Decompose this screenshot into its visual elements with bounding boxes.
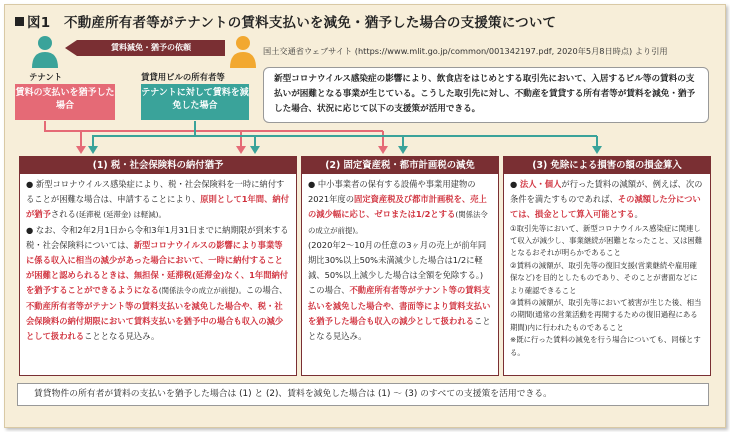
figure-title-text: 図1 不動産所有者等がテナントの賃料支払いを減免・猶予した場合の支援策について (27, 15, 557, 31)
pink-connector (45, 121, 81, 147)
column-property-tax (301, 156, 499, 376)
pink-arrow-2 (236, 146, 246, 154)
owner-reduction-box: テナントに対して賃料を減免した場合 (141, 84, 249, 120)
owner-person-icon (230, 36, 256, 68)
title-square-icon (15, 17, 24, 26)
condition-item: ②賃料の減額が、取引先等の復旧支援(営業継続や雇用確保など)を目的としたものであり、そのことが書面などにより確認できること (510, 260, 698, 295)
bottom-summary: 賃貸物件の所有者が賃料の支払いを猶予した場合は (1) と (2)、賃料を減免した場合は (1) 〜 (3) のすべての支援策を活用できる。 (17, 383, 709, 406)
column-heading: (1) 税・社会保険料の納付猶予 (20, 157, 296, 174)
figure-card (4, 4, 726, 428)
info-box: 新型コロナウイルス感染症の影響により、飲食店をはじめとする取引先において、入居するビル等の賃料の支払いが困難となる事業が生じている。こうした取引先に対し、不動産を賃貸する所有者等が賃料を減免・猶予した場合、状況に応じて以下の支援策が活用できる。 (263, 67, 709, 123)
pink-arrow-1 (76, 146, 86, 154)
column-body (20, 174, 296, 344)
source-citation: 国土交通省ウェブサイト (https://www.mlit.go.jp/common/001342197.pdf, 2020年5月8日時点) より引用 (263, 46, 668, 56)
col3-note: ※既に行った賃料の減免を行う場合についても、同様とする。 (510, 335, 701, 357)
teal-arrow-3 (398, 146, 408, 154)
teal-arrow-2 (250, 146, 260, 154)
col2-paragraph-3: この場合、不動産所有者等がテナント等の賃料支払いを減免した場合や、書面等により賃料支払いを猶予した場合も収入の減少として扱われることとなる見込み。 (308, 285, 491, 342)
teal-connector (93, 121, 195, 147)
condition-item: ③賃料の減額が、取引先等において被害が生じた後、相当の期間(通常の営業活動を再開するための復旧過程にある期間)内に行われたものであること (510, 298, 702, 332)
request-label: 賃料減免・猶予の依頼 (77, 40, 225, 56)
column-body (302, 174, 498, 344)
tenant-person-icon (32, 36, 58, 68)
figure-title (15, 11, 556, 31)
teal-arrow-1 (88, 146, 98, 154)
teal-arrow-4 (592, 146, 602, 154)
pink-arrow-3 (378, 146, 388, 154)
tenant-label: テナント (29, 72, 63, 82)
col1-paragraph-1: ● 新型コロナウイルス感染症により、税・社会保険料を一時に納付することが困難な場合は、申請することにより、原則として1年間、納付が猶予される(延滞税 (延滞金) は軽減)。 (26, 179, 289, 220)
col1-paragraph-2: ● なお、令和2年2月1日から令和3年1月31日までに納期限が到来する税・社会保険料については、新型コロナウイルスの影響により事業等に係る収入に相当の減少があった場合において、一時に納付することが困難と認められるときは、無担保・延滞税(延滞金)なく、1年間納付を猶予することができるようになる(関係法令の成立が前提)。この場合、不動産所有者等がテナント等の賃料支払いを減免した場合や、税・社会保険料の納付期限において賃料支払いを猶予中の場合も収入の減少として扱われることとなる見込み。 (26, 224, 289, 342)
col2-paragraph-2: (2020年2〜10月の任意の3ヶ月の売上が前年同期比30%以上50%未満減少した場合は1/2に軽減、50%以上減少した場合は全額を免除する。) (308, 239, 487, 281)
column-tax-deferral (19, 156, 297, 376)
request-arrow-head (65, 40, 77, 56)
owner-label: 賃貸用ビルの所有者等 (141, 72, 225, 82)
tenant-deferral-box: 賃料の支払いを猶予した場合 (15, 84, 115, 120)
column-heading: (3) 免除による損害の額の損金算入 (504, 157, 710, 174)
col2-paragraph-1: ● 中小事業者の保有する設備や事業用建物の2021年度の固定資産税及び都市計画税を、売上の減少幅に応じ、ゼロまたは1/2とする(関係法令の成立が前提)。 (308, 179, 488, 235)
col3-paragraph-1: ● 法人・個人が行った賃料の減額が、例えば、次の条件を満たすものであれば、その減額した分については、損金として算入可能とする。 (510, 179, 703, 220)
condition-item: ①取引先等において、新型コロナウイルス感染症に関連して収入が減少し、事業継続が困難となったこと、又は困難となるおそれが明らかであること (510, 223, 703, 258)
column-heading: (2) 固定資産税・都市計画税の減免 (302, 157, 498, 174)
column-body (504, 174, 710, 359)
column-loss-deduction (503, 156, 711, 376)
